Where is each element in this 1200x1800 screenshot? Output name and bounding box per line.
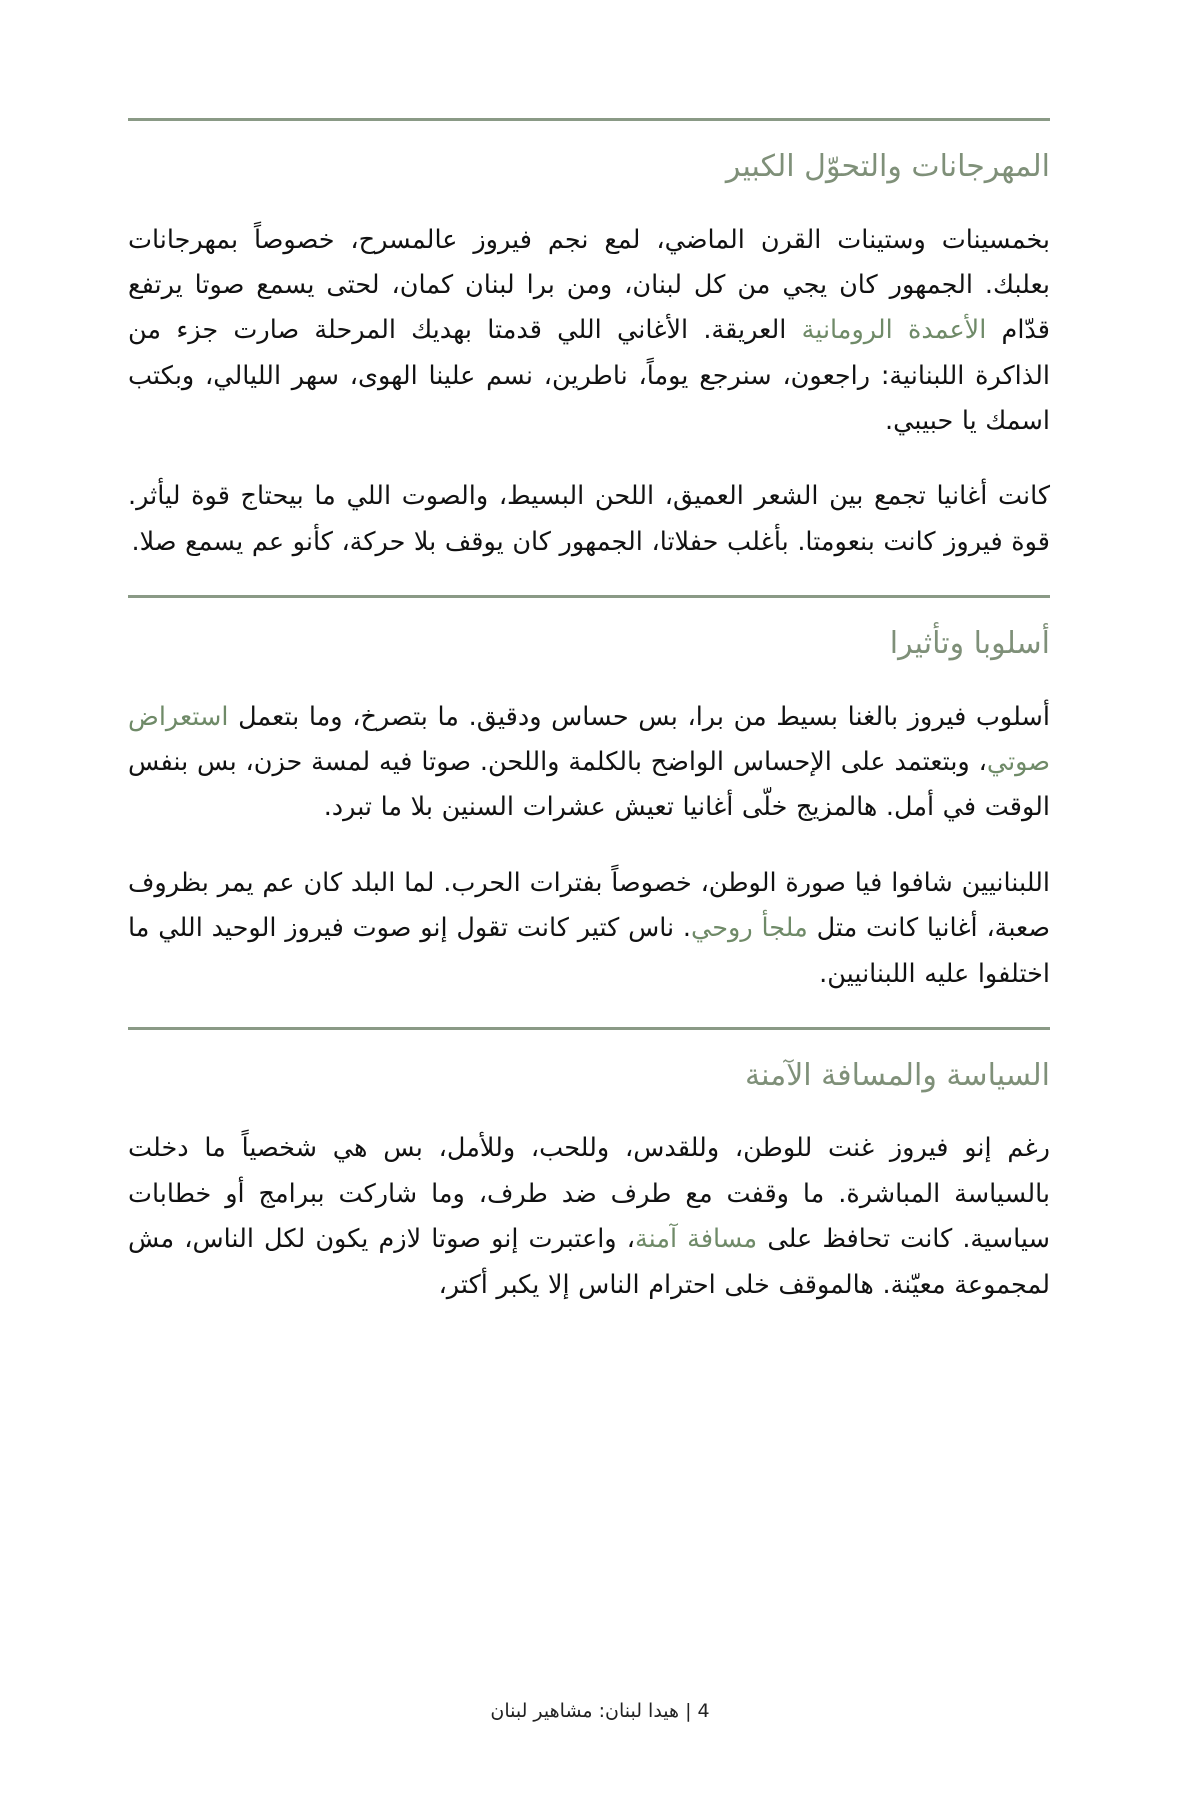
section-divider [128, 1027, 1050, 1030]
highlighted-term: استعراض صوتي [128, 701, 1050, 777]
section-divider [128, 118, 1050, 121]
text-run: ، واعتبرت إنو صوتا لازم يكون لكل الناس، مش لمجموعة معيّنة. هالموقف خلى احترام الناس إلا يكبر أكتر، [128, 1224, 1050, 1300]
body-paragraph [128, 474, 1050, 565]
highlighted-term: الأعمدة الرومانية [801, 315, 987, 346]
text-run: العريقة. الأغاني اللي قدمتا بهديك المرحلة صارت جزء من الذاكرة اللبنانية: راجعون، سنرجع يوماً، ناطرين، نسم علينا الهوى، سهر الليالي، وبكتب اسمك يا حبيبي. [128, 315, 1050, 436]
section-divider [128, 595, 1050, 598]
body-paragraph [128, 695, 1050, 831]
body-paragraph [128, 1126, 1050, 1308]
highlighted-term: مسافة آمنة [634, 1224, 758, 1255]
document-section [128, 595, 1050, 997]
body-paragraph [128, 861, 1050, 997]
text-run: ، وبتعتمد على الإحساس الواضح بالكلمة واللحن. صوتا فيه لمسة حزن، بس بنفس الوقت في أمل. هالمزيج خلّى أغانيا تعيش عشرات السنين بلا ما تبرد. [128, 747, 1050, 823]
text-run: رغم إنو فيروز غنت للوطن، وللقدس، وللحب، وللأمل، بس هي شخصياً ما دخلت بالسياسة المباشرة. ما وقفت مع طرف ضد طرف، وما شاركت ببرامج أو خطابات سياسية. كانت تحافظ على [128, 1133, 1050, 1255]
text-run: أسلوب فيروز بالغنا بسيط من برا، بس حساس ودقيق. ما بتصرخ، وما بتعمل [228, 701, 1050, 732]
section-heading: المهرجانات والتحوّل الكبير [725, 149, 1050, 184]
text-run: كانت أغانيا تجمع بين الشعر العميق، اللحن البسيط، والصوت اللي ما بيحتاج قوة ليأثر. قوة فيروز كانت بنعومتا. بأغلب حفلاتا، الجمهور كان يوقف بلا حركة، كأنو عم يسمع صلا. [128, 481, 1050, 557]
text-run: بخمسينات وستينات القرن الماضي، لمع نجم فيروز عالمسرح، خصوصاً بمهرجانات بعلبك. الجمهور كان يجي من كل لبنان، ومن برا لبنان كمان، لحتى يسمع صوتا يرتفع قدّام [128, 224, 1050, 346]
section-heading: أسلوبا وتأثيرا [889, 626, 1050, 662]
sections-container [128, 118, 1050, 1308]
section-body [128, 1126, 1050, 1308]
text-run: اللبنانيين شافوا فيا صورة الوطن، خصوصاً بفترات الحرب. لما البلد كان عم يمر بظروف صعبة، أغانيا كانت متل [128, 867, 1050, 944]
section-heading: السياسة والمسافة الآمنة [744, 1057, 1050, 1093]
body-paragraph [128, 218, 1050, 445]
section-body [128, 695, 1050, 997]
document-section [128, 118, 1050, 565]
section-body [128, 218, 1050, 566]
document-section [128, 1027, 1050, 1308]
text-run: . ناس كتير كانت تقول إنو صوت فيروز الوحيد اللي ما اختلفوا عليه اللبنانيين. [128, 913, 1050, 989]
page-footer: 4 | هيدا لبنان: مشاهير لبنان [490, 1700, 710, 1722]
highlighted-term: ملجأ روحي [691, 913, 808, 944]
